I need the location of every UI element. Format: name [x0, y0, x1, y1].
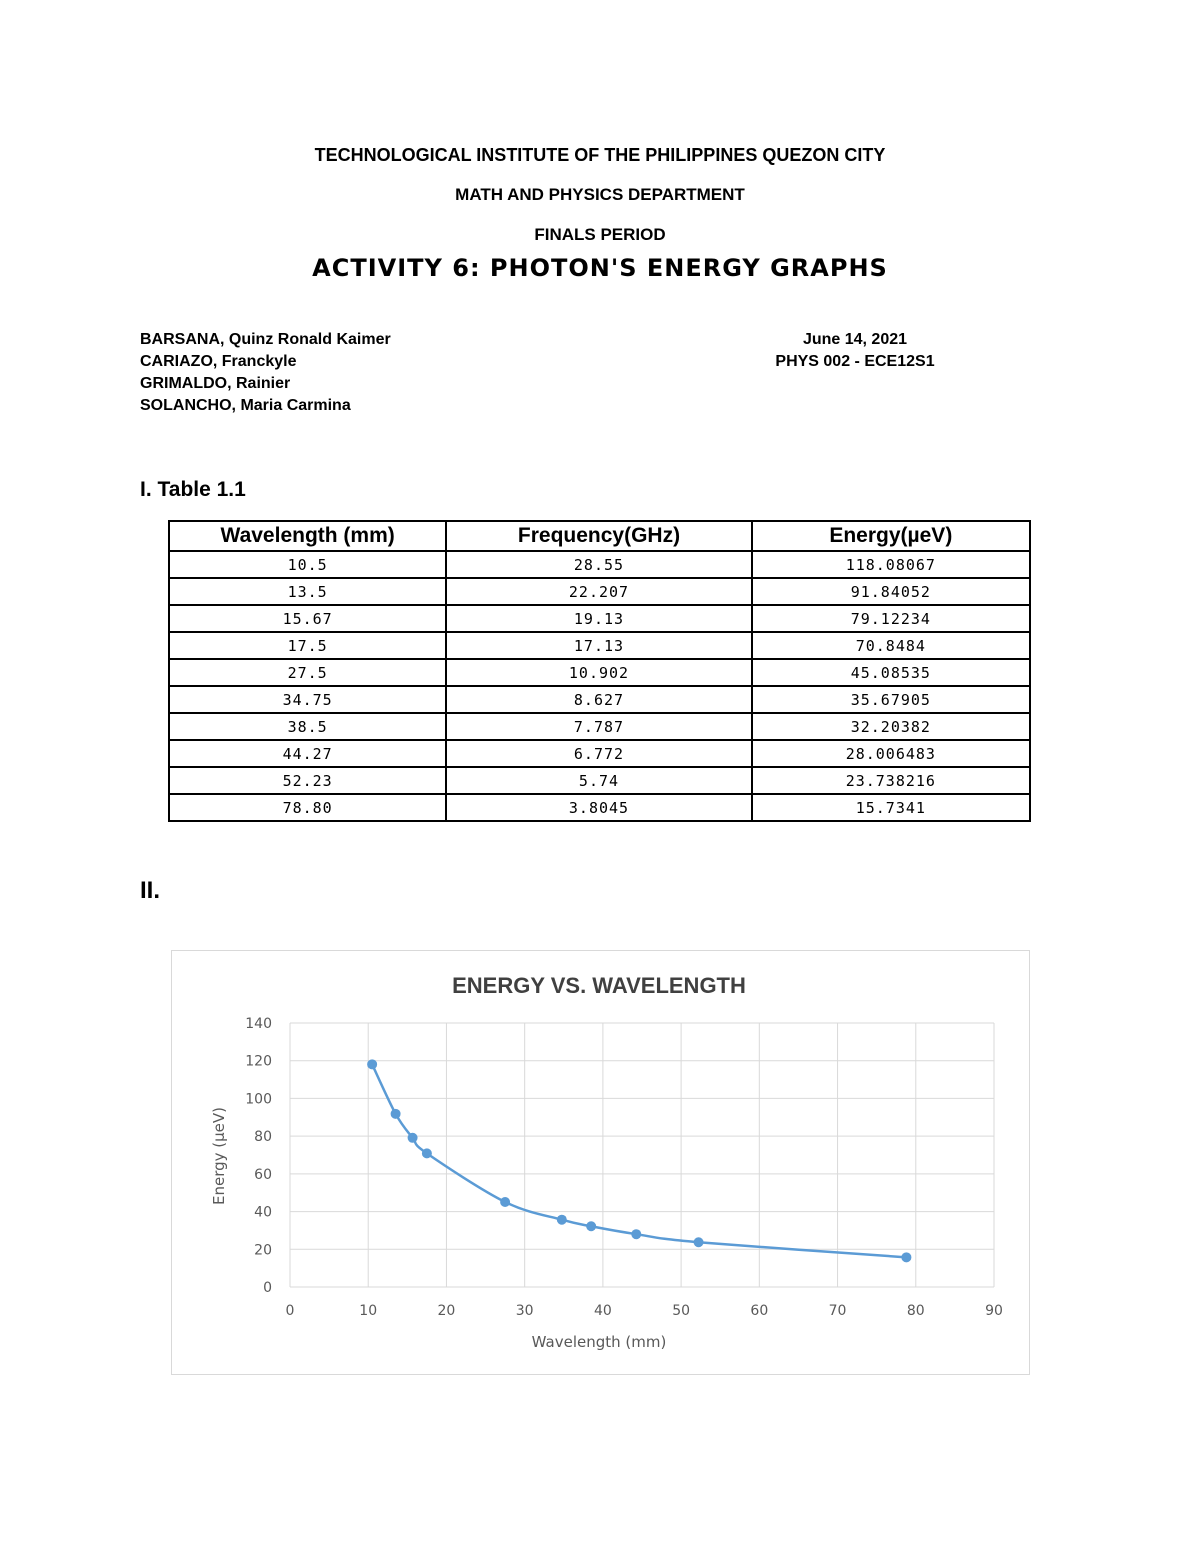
- table-cell: 79.12234: [752, 605, 1030, 632]
- table-row: [169, 632, 1030, 659]
- x-tick-label: 20: [437, 1303, 456, 1319]
- x-tick-label: 10: [359, 1303, 378, 1319]
- table-row: [169, 767, 1030, 794]
- data-point: [694, 1237, 704, 1247]
- y-tick-label: 0: [263, 1280, 272, 1296]
- period-heading: FINALS PERIOD: [534, 225, 666, 244]
- activity-title: ACTIVITY 6: PHOTON'S ENERGY GRAPHS: [312, 254, 888, 282]
- table-cell: 32.20382: [752, 713, 1030, 740]
- table-cell: 118.08067: [752, 551, 1030, 578]
- y-tick-label: 40: [254, 1204, 272, 1221]
- table-cell: 17.5: [169, 632, 446, 659]
- author-name: GRIMALDO, Rainier: [140, 375, 291, 392]
- table-cell: 17.13: [446, 632, 751, 659]
- data-point: [408, 1133, 418, 1143]
- data-table: [168, 520, 1031, 822]
- table-row: [169, 551, 1030, 578]
- data-point: [586, 1221, 596, 1231]
- author-name: CARIAZO, Franckyle: [140, 353, 297, 370]
- table-cell: 78.80: [169, 794, 446, 821]
- data-point: [367, 1059, 377, 1069]
- department-heading: MATH AND PHYSICS DEPARTMENT: [455, 185, 745, 204]
- x-tick-label: 80: [906, 1303, 925, 1319]
- table-cell: 27.5: [169, 659, 446, 686]
- table-cell: 52.23: [169, 767, 446, 794]
- table-cell: 22.207: [446, 578, 751, 605]
- section-label-table: I. Table 1.1: [140, 478, 246, 501]
- table-cell: 70.8484: [752, 632, 1030, 659]
- data-point: [391, 1109, 401, 1119]
- series-points: [367, 1059, 911, 1262]
- table-cell: 28.006483: [752, 740, 1030, 767]
- chart-grid: [290, 1023, 994, 1287]
- y-tick-label: 20: [254, 1242, 272, 1259]
- table-cell: 5.74: [446, 767, 751, 794]
- table-cell: 6.772: [446, 740, 751, 767]
- table-cell: 45.08535: [752, 659, 1030, 686]
- x-tick-label: 40: [593, 1303, 612, 1319]
- x-tick-label: 60: [750, 1303, 769, 1319]
- energy-wavelength-chart: [171, 950, 1030, 1375]
- x-tick-label: 0: [285, 1303, 295, 1319]
- y-tick-label: 100: [245, 1091, 272, 1108]
- table-row: [169, 605, 1030, 632]
- table-row: [169, 740, 1030, 767]
- x-axis-label: Wavelength (mm): [531, 1333, 667, 1351]
- column-header-frequency: Frequency(GHz): [446, 521, 751, 551]
- y-tick-label: 120: [245, 1053, 272, 1070]
- table-cell: 10.5: [169, 551, 446, 578]
- table-cell: 7.787: [446, 713, 751, 740]
- data-point: [631, 1229, 641, 1239]
- table-row: [169, 659, 1030, 686]
- author-name: SOLANCHO, Maria Carmina: [140, 397, 351, 414]
- table-cell: 13.5: [169, 578, 446, 605]
- y-axis-label: Energy (µeV): [210, 1106, 228, 1206]
- submission-meta: [740, 329, 970, 373]
- table-cell: 8.627: [446, 686, 751, 713]
- table-cell: 23.738216: [752, 767, 1030, 794]
- series-line: [372, 1064, 906, 1257]
- column-header-energy: Energy(µeV): [752, 521, 1030, 551]
- data-point: [557, 1215, 567, 1225]
- table-cell: 35.67905: [752, 686, 1030, 713]
- data-point: [500, 1197, 510, 1207]
- table-cell: 38.5: [169, 713, 446, 740]
- y-tick-label: 60: [254, 1166, 272, 1183]
- table-cell: 34.75: [169, 686, 446, 713]
- x-tick-label: 30: [515, 1303, 534, 1319]
- table-cell: 44.27: [169, 740, 446, 767]
- table-cell: 91.84052: [752, 578, 1030, 605]
- x-tick-label: 70: [828, 1303, 847, 1319]
- column-header-wavelength: Wavelength (mm): [169, 521, 446, 551]
- institution-heading: TECHNOLOGICAL INSTITUTE OF THE PHILIPPINES QUEZON CITY: [314, 145, 886, 165]
- table-row: [169, 686, 1030, 713]
- course-code: PHYS 002 - ECE12S1: [775, 353, 935, 370]
- table-row: [169, 794, 1030, 821]
- section-label-graph: II.: [140, 877, 161, 904]
- author-list: [140, 329, 391, 417]
- author-name: BARSANA, Quinz Ronald Kaimer: [140, 331, 391, 348]
- table-row: [169, 578, 1030, 605]
- x-axis-ticks: [286, 1303, 1003, 1319]
- table-cell: 10.902: [446, 659, 751, 686]
- y-tick-label: 80: [254, 1129, 272, 1146]
- chart-svg: [172, 951, 1029, 1374]
- x-tick-label: 90: [985, 1303, 1003, 1319]
- table-row: [169, 713, 1030, 740]
- table-cell: 28.55: [446, 551, 751, 578]
- y-tick-label: 140: [245, 1016, 272, 1032]
- table-cell: 19.13: [446, 605, 751, 632]
- data-point: [901, 1252, 911, 1262]
- table-cell: 15.67: [169, 605, 446, 632]
- chart-title: ENERGY VS. WAVELENGTH: [452, 973, 746, 998]
- table-cell: 15.7341: [752, 794, 1030, 821]
- table-cell: 3.8045: [446, 794, 751, 821]
- x-tick-label: 50: [672, 1303, 691, 1319]
- data-point: [422, 1148, 432, 1158]
- y-axis-ticks: [245, 1016, 272, 1296]
- submission-date: June 14, 2021: [802, 331, 908, 348]
- table-header-row: [169, 521, 1030, 551]
